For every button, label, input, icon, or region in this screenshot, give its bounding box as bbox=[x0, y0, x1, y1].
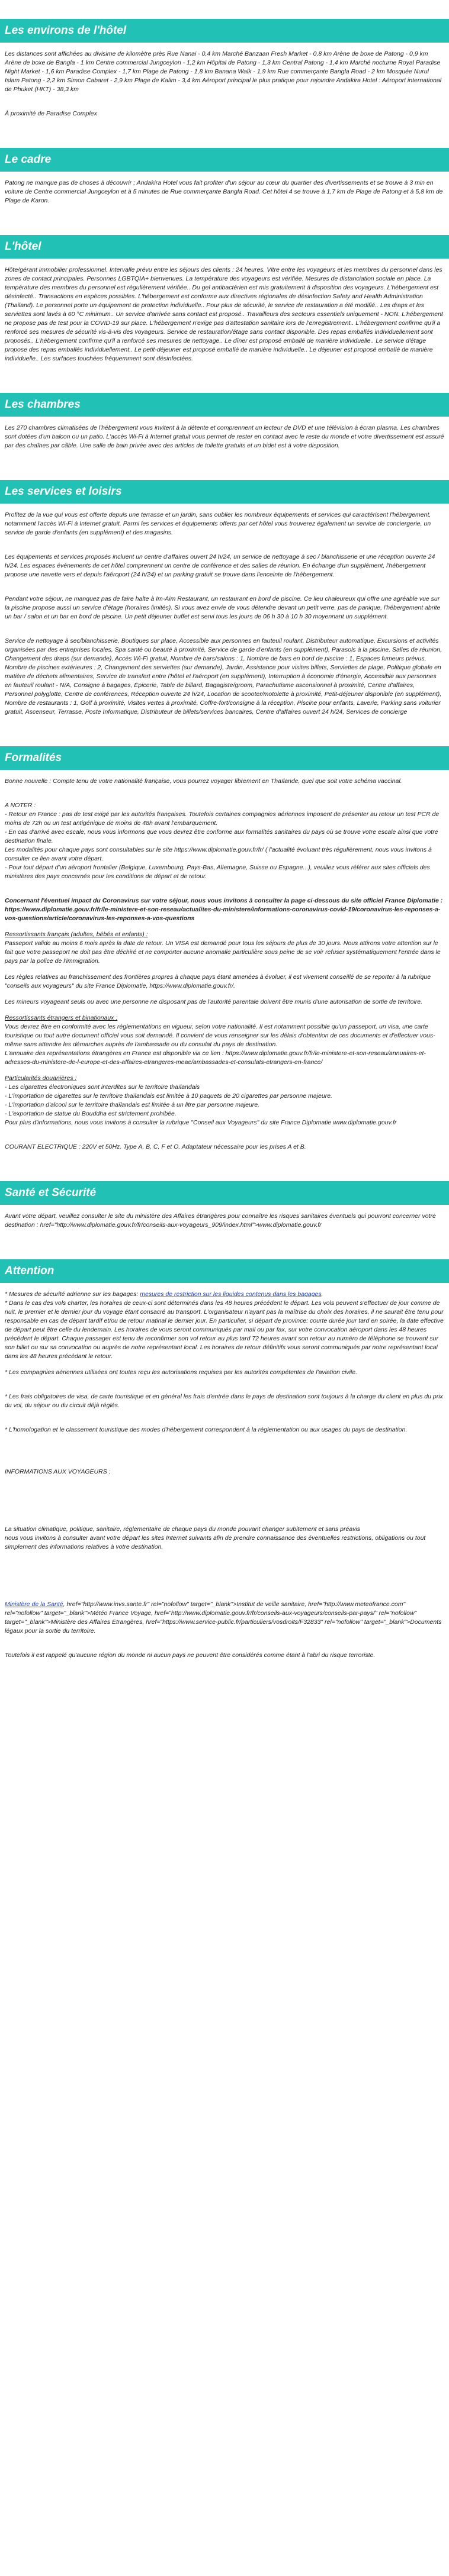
section-title-cadre: Le cadre bbox=[0, 148, 449, 172]
section-body-services bbox=[0, 504, 449, 741]
liquides-restriction-link[interactable]: mesures de restriction sur les liquides contenus dans les bagages bbox=[140, 1291, 322, 1298]
services-text-4: Service de nettoyage à sec/blanchisserie, Boutiques sur place, Accessible aux personnes en fauteuil roulant, Distributeur automatique, Excursions et activités organisées par des entreprises locales, Spa santé ou beauté à proximité, Service de garde d'enfants (en supplément), Parasols à la piscine, Salles de réunion, Changement des draps (sur demande), Accès Wi-Fi gratuit, Nombre de bars/salons : 1, Nombre de bars en bord de piscine : 1, Espaces fumeurs prévus, Nombre de piscines extérieures : 2, Changement des serviettes (sur demande), Jardin, Assistance pour visites billets, Serviettes de plage, Politique globale en matière de déchets alimentaires, Service de transfert entre l'hôtel et l'aéroport (en supplément), Interruption à économie d'énergie, Accessible aux personnes en fauteuil roulant - N/A, Consigne à bagages, Épicerie, Table de billard, Bagagiste/groom, Parachutisme ascensionnel à proximité, Centre d'affaires, Personnel polyglotte, Centre de conférences, Réception ouverte 24 h/24, Location de scooter/motolette à proximité, Petit-déjeuner disponible (en supplément), Nombre de restaurants : 1, Golf à proximité, Visites vertes à proximité, Coffre-fort/consigne à la réception, Piscine pour enfants, Laverie, Parking sans voiturier gratuit, Ascenseur, Terrasse, Poste Informatique, Distributeur de billets/services bancaires, Centre d'affaires ouvert 24 h/24, Services de concierge bbox=[5, 637, 442, 715]
ministere-sante-link[interactable]: Ministère de la Santé bbox=[5, 1601, 63, 1608]
chambres-text: Les 270 chambres climatisées de l'hébergement vous invitent à la détente et comprennent un lecteur de DVD et une télévision à écran plasma. Les chambres sont dotées d'un balcon ou un patio. L'accès Wi-Fi à Internet gratuit vous permet de rester en contact avec le reste du monde et votre divertissement est assuré par des chaînes par câble. Une salle de bain privée avec des articles de toilette gratuits et un bidet est à votre disposition. bbox=[5, 424, 444, 449]
environs-distances: Les distances sont affichées au divisime de kilomètre près Rue Nanai - 0,4 km Marché Banzaan Fresh Market - 0,8 km Arène de boxe de Patong - 0,9 km Arène de boxe de Bangla - 1 km Centre commercial Jungceylon - 1,2 km Hôpital de Patong - 1,3 km Central Patong - 1,4 km Marché nocturne Royal Paradise Night Market - 1,6 km Paradise Complex - 1,7 km Plage de Patong - 1,8 km Banana Walk - 1,9 km Rue commerçante Bangla Road - 2 km Mosquée Nurul Islam Patong - 2,2 km Simon Cabaret - 2,9 km Plage de Kalim - 3,4 km Aéroport principal le plus pratique pour rejoindre Andakira Hotel : Aéroport international de Phuket (HKT) - 38,3 km bbox=[5, 50, 442, 93]
environs-proximity: À proximité de Paradise Complex bbox=[5, 110, 97, 117]
attention-charter: * Dans le cas des vols charter, les horaires de ceux-ci sont déterminés dans les 48 heures précédent le départ. Les vols peuvent s'effectuer de jour comme de nuit, le premier et le dernier jour du voyage étant consacré au transport. L'organisateur n'ayant pas la maîtrise du choix des horaires, il ne saurait être tenu pour responsable en cas de départ tardif et/ou de retour matinal le dernier jour. En particulier, si départ de province: courte durée jour tard en soirée, la date effective de départ peut être celle du lendemain. Les horaires de vous seront communiqués par mail ou par fax, sur votre convocation aéroport dans les 48 heures précédent le départ. Chaque passager est tenu de reconfirmer son vol retour au plus tard 72 heures avant son retour au numéro de téléphone se trouvant sur son billet ou sur sa convocation ou auprès de notre représentant local. Les horaires de retour définitifs vous seront communiqués par notre représentant local dans les 48 heures précédant le retour. bbox=[5, 1300, 444, 1360]
attention-bagages-post: . bbox=[321, 1291, 323, 1298]
formalites-douane-3: - L'importation d'alcool sur le territoire thaïlandais est limitée à un litre par personne majeure. bbox=[5, 1101, 260, 1108]
formalites-douane-2: - L'importation de cigarettes sur le territoire thaïlandais est limitée à 10 paquets de 20 cigarettes par personne majeure. bbox=[5, 1092, 332, 1100]
section-title-chambres: Les chambres bbox=[0, 393, 449, 417]
formalites-douane-5: Pour plus d'informations, nous vous invitons à consulter la rubrique "Conseil aux Voyageurs" du site France Diplomatie www.diplomatie.gouv.fr bbox=[5, 1119, 397, 1126]
formalites-fr-1: Passeport valide au moins 6 mois après la date de retour. Un VISA est demandé pour tous les séjours de plus de 30 jours. Nous attirons votre attention sur le fait que votre passeport ne doit pas être déchiré et ne comporter aucune anomalie particulière sous peine de se voir refuser systématiquement l'entrée dans le pays par la police de l'immigration. bbox=[5, 940, 441, 965]
services-text-1: Profitez de la vue qui vous est offerte depuis une terrasse et un jardin, sans oublier les nombreux équipements et services qui caractérisent l'hébergement, notamment l'accès Wi-Fi à Internet gratuit. Parmi les services et équipements offerts par cet hôtel vous trouverez également un service de conciergerie, un service de garde d'enfants (en supplément) et des magasins. bbox=[5, 511, 431, 536]
formalites-note-2: - En cas d'arrivé avec escale, nous vous informons que vous devrez être conforme aux formalités sanitaires du pays où se trouve votre escale ainsi que votre destination finale. bbox=[5, 828, 438, 844]
attention-terrorisme: Toutefois il est rappelé qu'aucune région du monde ni aucun pays ne peuvent être considérés comme étant à l'abri du risque terroriste. bbox=[5, 1652, 376, 1659]
formalites-covid: Concernant l'éventuel impact du Coronavirus sur votre séjour, nous vous invitons à consulter la page ci-dessous du site officiel France Diplomatie : https://www.diplomatie.gouv.fr/fr/le-ministere-et-son-reseau/actualites-du-ministere/informations-coronavirus-covid-19/coronavirus-les-reponses-a-vos-questions/article/coronavirus-les-reponses-a-vos-questions bbox=[5, 897, 443, 922]
attention-compagnies: * Les compagnies aériennes utilisées ont toutes reçu les autorisations requises par les autorités compétentes de l'aviation civile. bbox=[5, 1369, 357, 1376]
formalites-note-1: - Retour en France : pas de test exigé par les autorités françaises. Toutefois certaines compagnies aériennes imposent de présenter au retour un test PCR de moins de 72h ou un test antigénique de moins de 48h avant l'embarquement. bbox=[5, 811, 440, 827]
section-title-formalites: Formalités bbox=[0, 746, 449, 770]
services-text-3: Pendant votre séjour, ne manquez pas de faire halte à Im-Aim Restaurant, un restaurant en bord de piscine. Ce lieu chaleureux qui offre une agréable vue sur la piscine propose aussi un service d'étage (horaires limités). Si vous avez envie de vous détendre devant un petit verre, pas de panique, l'hébergement abrite un bar / salon et un bar en bord de piscine. Un petit déjeuner buffet est servi tous les jours de 06 h 30 à 10 h 30 moyennant un supplément. bbox=[5, 595, 441, 620]
formalites-note-3: Les modalités pour chaque pays sont consultables sur le site https://www.diplomatie.gouv.fr/fr/ ( l'actualité évoluant très régulièrement, nous vous invitons à consulter ce lien avant votre départ. bbox=[5, 846, 432, 862]
formalites-douane-1: - Les cigarettes électroniques sont interdites sur le territoire thaïlandais bbox=[5, 1084, 200, 1091]
formalites-douane-4: - L'exportation de statue du Bouddha est strictement prohibée. bbox=[5, 1110, 177, 1117]
section-body-cadre bbox=[0, 172, 449, 230]
formalites-etr-1: Vous devrez être en conformité avec les réglementations en vigueur, selon votre nationalité. Il est notamment possible qu'un passeport, un visa, une carte touristique ou tout autre document officiel vous soit demandé. Il convient de vous renseigner sur les délais d'obtention de ces documents et d'effectuer vous-même sans attendre les démarches auprès de l'ambassade ou du consulat du pays de destination. bbox=[5, 1023, 435, 1048]
attention-bagages bbox=[5, 1290, 444, 1299]
attention-links-rest: , href="http://www.invs.sante.fr" rel="nofollow" target="_blank">Institut de veille sanitaire, href="http://www.meteofrance.com" rel="nofollow" target="_blank">Météo France Voyage, href="http://www.diplomatie.gouv.fr/fr/conseils-aux-voyageurs/conseils-par-pays/" rel="nofollow" target="_blank">Ministère des Affaires Etrangères, href="https://www.service-public.fr/particuliers/vosdroits/F32833" rel="nofollow" target="_blank">Documents légaux pour la sortie du territoire. bbox=[5, 1601, 442, 1634]
formalites-fr-2: Les règles relatives au franchissement des frontières propres à chaque pays étant amenées à évoluer, il est vivement conseillé de se reporter à la rubrique "conseils aux voyageurs" du site France Diplomatie, https://www.diplomatie.gouv.fr/. bbox=[5, 973, 431, 989]
formalites-douane-head: Particularités douanières : bbox=[5, 1075, 77, 1082]
attention-infos-head: INFORMATIONS AUX VOYAGEURS : bbox=[5, 1468, 111, 1475]
cadre-text: Patong ne manque pas de choses à découvrir ; Andakira Hotel vous fait profiter d'un séjour au cœur du quartier des divertissements et se trouve à 3 min en voiture de Centre commercial Jungceylon et à 5 minutes de Rue commerçante Bangla Road. Cet hôtel 4 se trouve à 1,7 km de Plage de Patong et à 5,8 km de Plage de Karon. bbox=[5, 179, 443, 204]
section-title-environs: Les environs de l'hôtel bbox=[0, 19, 449, 43]
hotel-text: Hôte/gérant immobilier professionnel. Intervalle prévu entre les séjours des clients : 24 heures. Vitre entre les voyageurs et les membres du personnel dans les zones de contact principales. Personnes LGBTQIA+ bienvenues. La température des voyageurs est vérifiée. Mesures de distanciation sociale en place. La température des membres du personnel est régulièrement vérifiée.. Du gel antibactérien est mis gratuitement à disposition des voyageurs. L'hébergement est désinfecté.. Transactions en espèces possibles. L'hébergement est conforme aux directives régionales de désinfection Safety and Health Administration (Thailand). Le personnel porte un équipement de protection individuelle.. Pour plus de sécurité, le service de restauration a été modifié.. Les draps et les serviettes sont lavés à 60 °C minimum.. Un service d'arrivée sans contact est proposé.. Travailleurs des secteurs essentiels uniquement - NON. L'hébergement ne propose pas de test pour la COVID-19 sur place. L'hébergement n'exige pas d'attestation sanitaire lors de l'enregistrement.. L'hébergement confirme qu'il a renforcé ses mesures de sécurité vis-à-vis des voyageurs. Service de restauration/étage sans contact disponible. Des repas emballés individuellement sont proposés.. L'hébergement confirme qu'il a renforcé ses mesures de nettoyage.. Le dîner est proposé emballé de manière individuelle.. Le service d'étage propose des repas emballés individuellement.. Le petit-déjeuner est proposé emballé de manière individuelle.. Le déjeuner est proposé emballé de manière individuelle.. Les surfaces touchées fréquemment sont désinfectées. bbox=[5, 266, 443, 362]
attention-frais: * Les frais obligatoires de visa, de carte touristique et en général les frais d'entrée dans le pays de destination sont toujours à la charge du client en plus du prix du vol, du séjour ou du circuit déjà réglés. bbox=[5, 1393, 443, 1409]
sante-text: Avant votre départ, veuillez consulter le site du ministère des Affaires étrangères pour connaître les risques sanitaires éventuels qui pourront concerner votre destination : href="http://www.diplomatie.gouv.fr/fr/conseils-aux-voyageurs_909/index.html">www.diplomatie.gouv.fr bbox=[5, 1213, 436, 1229]
services-text-2: Les équipements et services proposés incluent un centre d'affaires ouvert 24 h/24, un service de nettoyage à sec / blanchisserie et une réception ouverte 24 h/24. Les espaces événements de cet hôtel comprennent un centre de conférence et des salles de réunion. En échange d'un supplément, l'hébergement propose une navette vers et depuis l'aéroport (24 h/24) et un parking gratuit se trouve dans l'enceinte de l'hébergement. bbox=[5, 553, 435, 578]
formalites-etr-2: L'annuaire des représentations étrangères en France est disponible via ce lien : https://www.diplomatie.gouv.fr/fr/le-ministere-et-son-reseau/annuaires-et-adresses-du-ministere-de-l-europe-et-des-affaires-etrangeres-meae/ambassades-et-consulats-etrangers-en-france/ bbox=[5, 1050, 426, 1066]
formalites-intro: Bonne nouvelle : Compte tenu de votre nationalité française, vous pourrez voyager librement en Thaïlande, quel que soit votre schéma vaccinal. bbox=[5, 778, 402, 785]
section-body-hotel bbox=[0, 259, 449, 388]
formalites-note-head: A NOTER : bbox=[5, 802, 36, 809]
section-title-services: Les services et loisirs bbox=[0, 480, 449, 504]
section-title-hotel: L'hôtel bbox=[0, 235, 449, 259]
attention-bagages-pre: * Mesures de sécurité adrienne sur les bagages: bbox=[5, 1291, 140, 1298]
section-title-sante: Santé et Sécurité bbox=[0, 1181, 449, 1205]
section-body-sante bbox=[0, 1205, 449, 1255]
attention-consulter: nous vous invitons à consulter avant votre départ les sites Internet suivants afin de prendre connaissance des éventuelles restrictions, obligations ou tout simplement des informations relatives à votre destination. bbox=[5, 1534, 426, 1550]
section-body-attention bbox=[0, 1283, 449, 1685]
attention-situation: La situation climatique, politique, sanitaire, réglementaire de chaque pays du monde pouvant changer subitement et sans préavis bbox=[5, 1526, 361, 1533]
section-body-formalites bbox=[0, 770, 449, 1176]
formalites-courant: COURANT ELECTRIQUE : 220V et 50Hz. Type A, B, C, F et O. Adaptateur nécessaire pour les prises A et B. bbox=[5, 1143, 306, 1150]
formalites-note-4: - Pour tout départ d'un aéroport frontalier (Belgique, Luxembourg, Pays-Bas, Allemagne, Suisse ou Espagne...), veuillez vous référer aux sites officiels des ministères des pays concernés pour les conditions de départ et de retour. bbox=[5, 864, 430, 880]
attention-links bbox=[5, 1600, 444, 1636]
page bbox=[0, 19, 449, 1685]
formalites-fr-head: Ressortissants français (adultes, bébés et enfants) : bbox=[5, 931, 148, 938]
section-body-chambres bbox=[0, 417, 449, 475]
formalites-fr-3: Les mineurs voyageant seuls ou avec une personne ne disposant pas de l'autorité parentale doivent être munis d'une autorisation de sortie de territoire. bbox=[5, 998, 423, 1005]
attention-homologation: * L'homologation et le classement touristique des modes d'hébergement correspondent à la réglementation ou aux usages du pays de destination. bbox=[5, 1426, 408, 1433]
section-title-attention: Attention bbox=[0, 1259, 449, 1283]
section-body-environs bbox=[0, 43, 449, 143]
formalites-etr-head: Ressortissants étrangers et binationaux : bbox=[5, 1014, 118, 1021]
